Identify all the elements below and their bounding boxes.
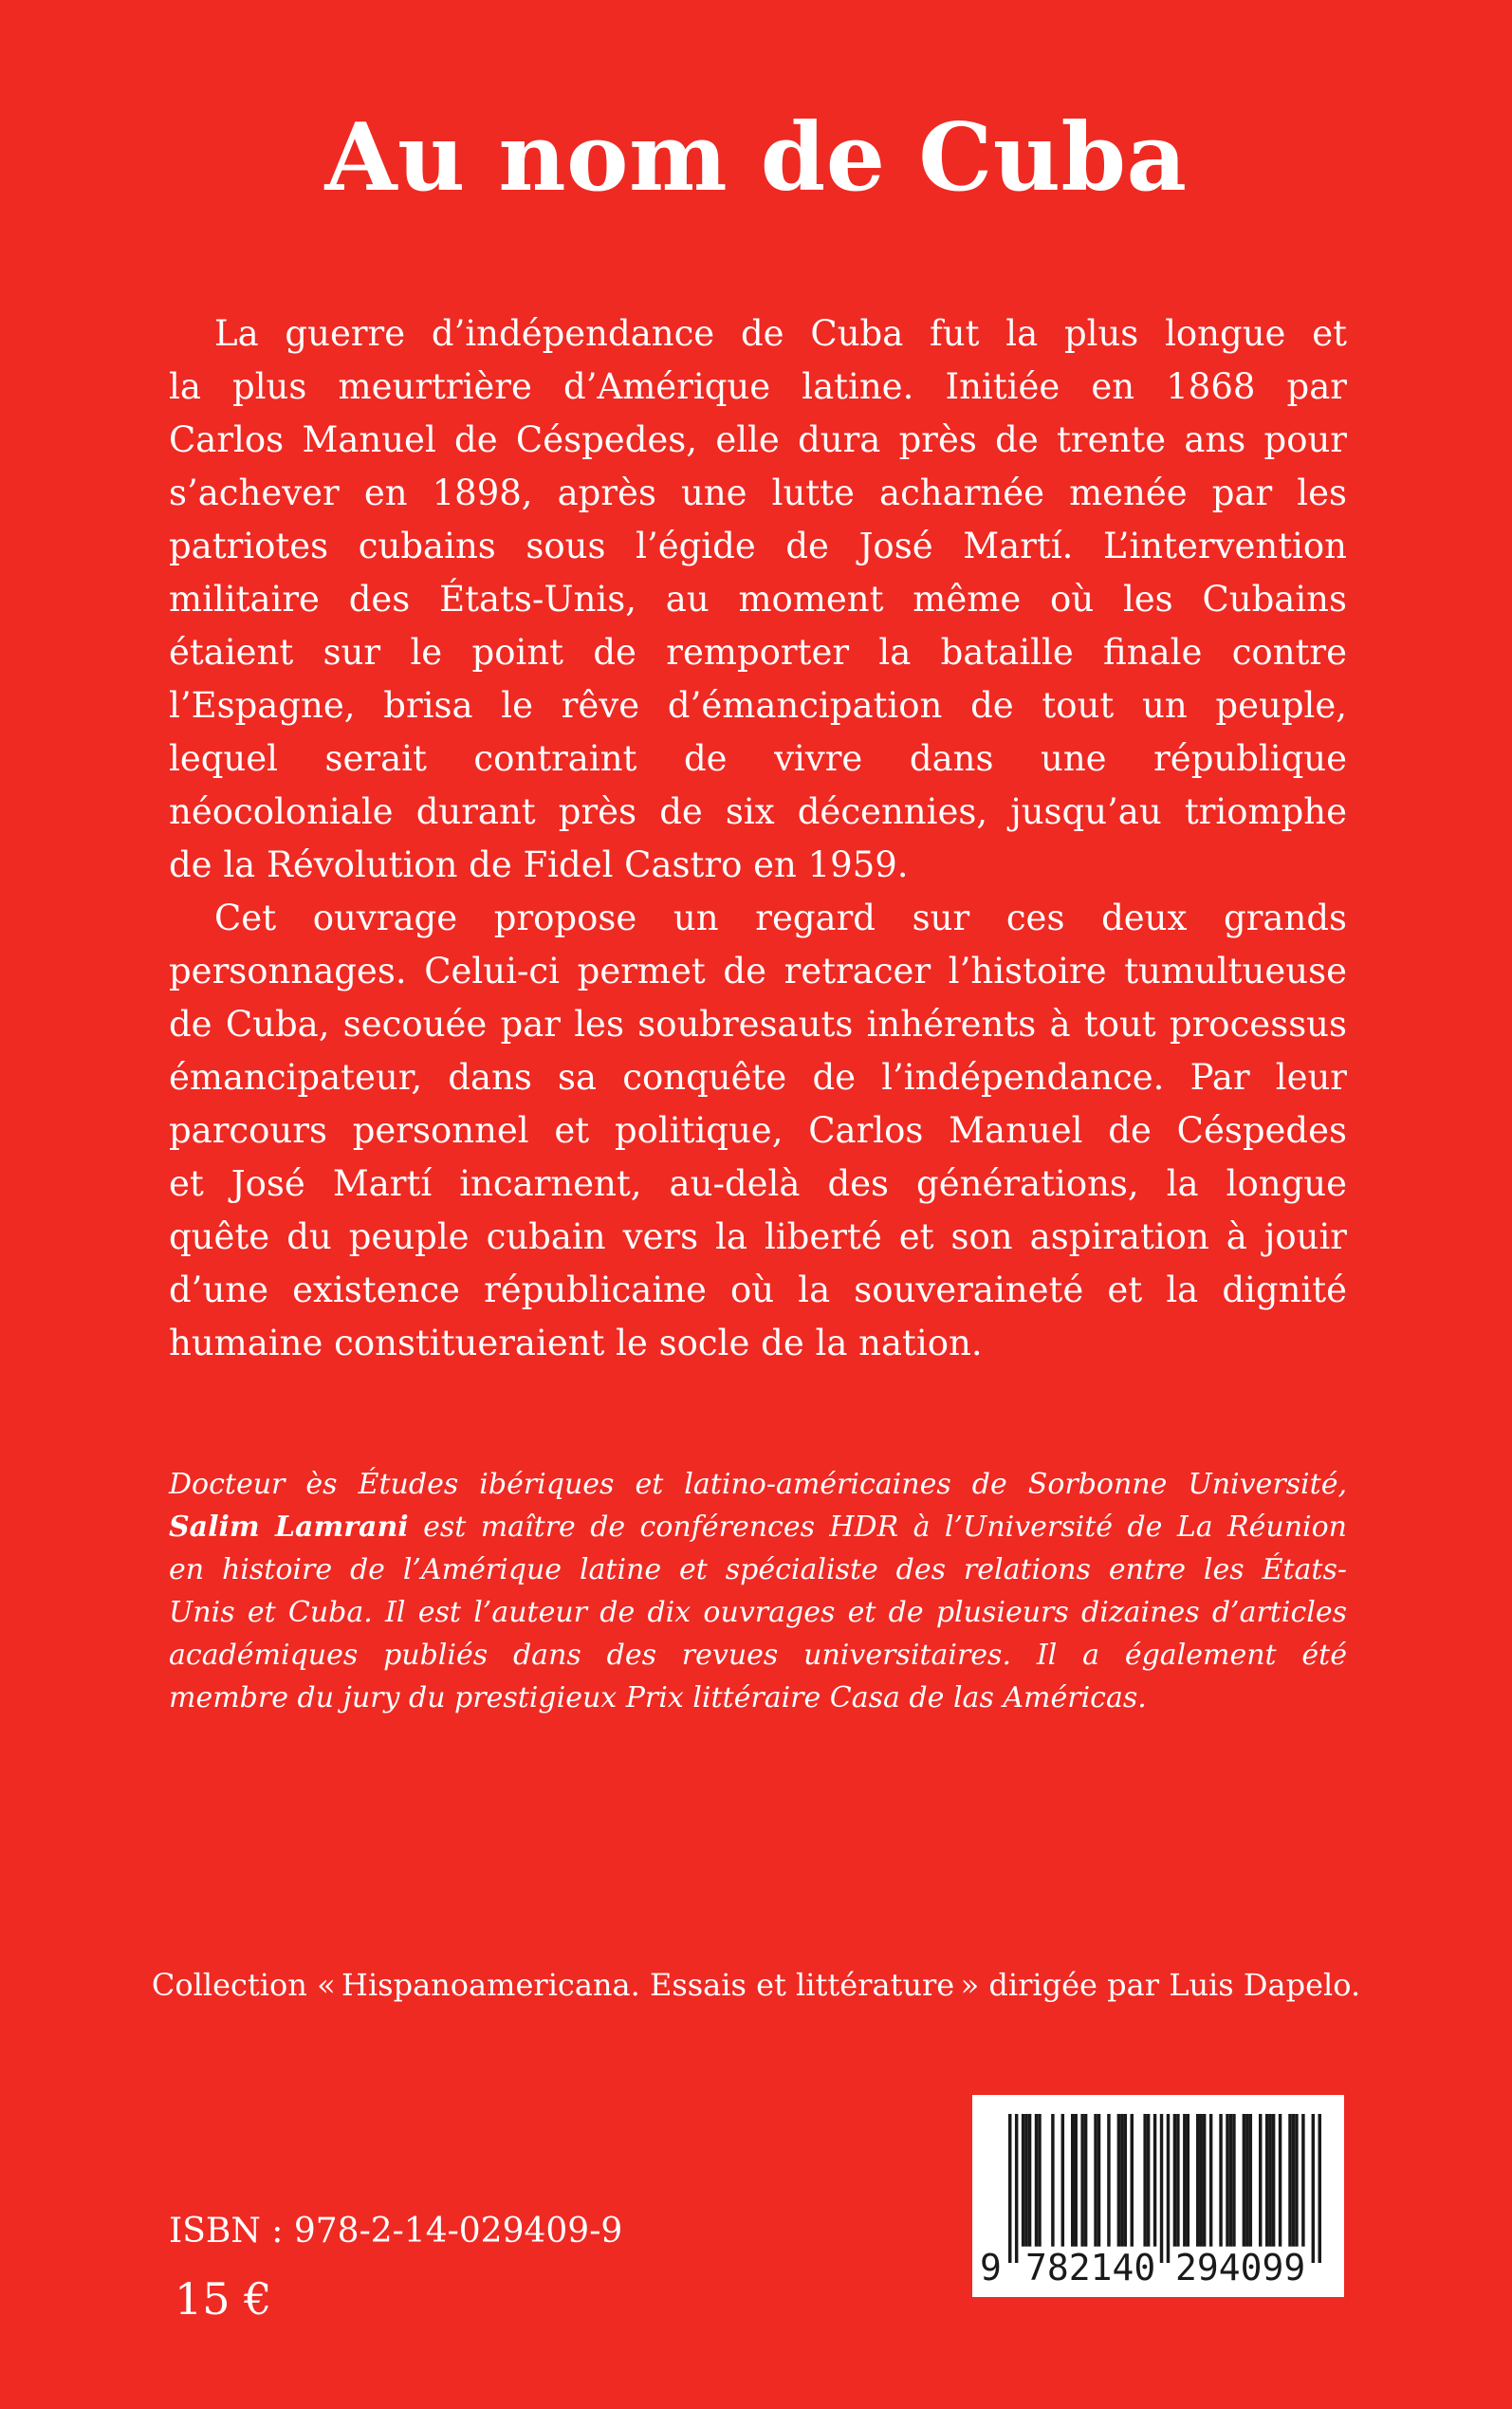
author-bio	[169, 1463, 1347, 1719]
synopsis-line: néocoloniale durant près de six décennies, jusqu’au triomphe	[169, 791, 1347, 832]
synopsis-line: Carlos Manuel de Céspedes, elle dura près de trente ans pour	[169, 419, 1347, 460]
synopsis-line: s’achever en 1898, après une lutte acharnée menée par les	[169, 473, 1347, 513]
synopsis-line: lequel serait contraint de vivre dans une république	[169, 738, 1347, 779]
barcode-digit-first: 9	[980, 2247, 1002, 2289]
synopsis-line: personnages. Celui-ci permet de retracer l’histoire tumultueuse	[169, 951, 1347, 991]
synopsis-line: la plus meurtrière d’Amérique latine. Initiée en 1868 par	[169, 366, 1347, 407]
author-name: Salim Lamrani	[169, 1510, 409, 1544]
synopsis-line: parcours personnel et politique, Carlos Manuel de Céspedes	[169, 1110, 1347, 1151]
barcode-digits-right: 294099	[1175, 2247, 1306, 2289]
synopsis	[169, 307, 1347, 1370]
synopsis-line: Cet ouvrage propose un regard sur ces deux grands	[214, 898, 1347, 938]
synopsis-line: l’Espagne, brisa le rêve d’émancipation de tout un peuple,	[169, 685, 1347, 726]
author-bio-line	[169, 1591, 1347, 1634]
synopsis-line: de Cuba, secouée par les soubresauts inhérents à tout processus	[169, 1004, 1347, 1045]
synopsis-line: et José Martí incarnent, au-delà des générations, la longue	[169, 1163, 1347, 1204]
author-bio-text: académiques publiés dans des revues universitaires. Il a également été	[169, 1639, 1347, 1672]
author-bio-line	[169, 1634, 1347, 1677]
synopsis-line: humaine constitueraient le socle de la nation.	[169, 1323, 983, 1363]
synopsis-line: patriotes cubains sous l’égide de José Martí. L’intervention	[169, 526, 1347, 566]
synopsis-line: militaire des États-Unis, au moment même où les Cubains	[169, 579, 1347, 620]
collection-line: Collection « Hispanoamericana. Essais et littérature » dirigée par Luis Dapelo.	[151, 1967, 1361, 2003]
synopsis-line: étaient sur le point de remporter la bataille finale contre	[169, 632, 1347, 673]
barcode-bars	[1008, 2114, 1321, 2263]
synopsis-line: La guerre d’indépendance de Cuba fut la plus longue et	[214, 313, 1347, 354]
author-bio-text: Docteur ès Études ibériques et latino-américaines de Sorbonne Université,	[169, 1468, 1347, 1501]
barcode-digits-left: 782140	[1025, 2247, 1156, 2289]
barcode	[972, 2095, 1344, 2297]
book-title: Au nom de Cuba	[324, 103, 1188, 213]
synopsis-line: émancipateur, dans sa conquête de l’indépendance. Par leur	[169, 1057, 1347, 1098]
synopsis-line: de la Révolution de Fidel Castro en 1959.	[169, 844, 909, 885]
author-bio-text: en histoire de l’Amérique latine et spécialiste des relations entre les États-	[169, 1553, 1347, 1586]
author-bio-line	[169, 1463, 1347, 1506]
author-bio-text: membre du jury du prestigieux Prix littéraire Casa de las Américas.	[169, 1681, 1147, 1714]
author-bio-line	[169, 1677, 1347, 1719]
author-bio-text: Unis et Cuba. Il est l’auteur de dix ouvrages et de plusieurs dizaines d’articles	[169, 1596, 1347, 1629]
synopsis-line: d’une existence républicaine où la souveraineté et la dignité	[169, 1269, 1347, 1310]
author-bio-line	[169, 1506, 1347, 1548]
synopsis-line: quête du peuple cubain vers la liberté et son aspiration à jouir	[169, 1216, 1347, 1257]
author-bio-line	[169, 1548, 1347, 1591]
author-bio-text: est maître de conférences HDR à l’Université de La Réunion	[408, 1510, 1347, 1544]
price-text: 15 €	[175, 2273, 272, 2325]
isbn-text: ISBN : 978-2-14-029409-9	[169, 2212, 623, 2251]
